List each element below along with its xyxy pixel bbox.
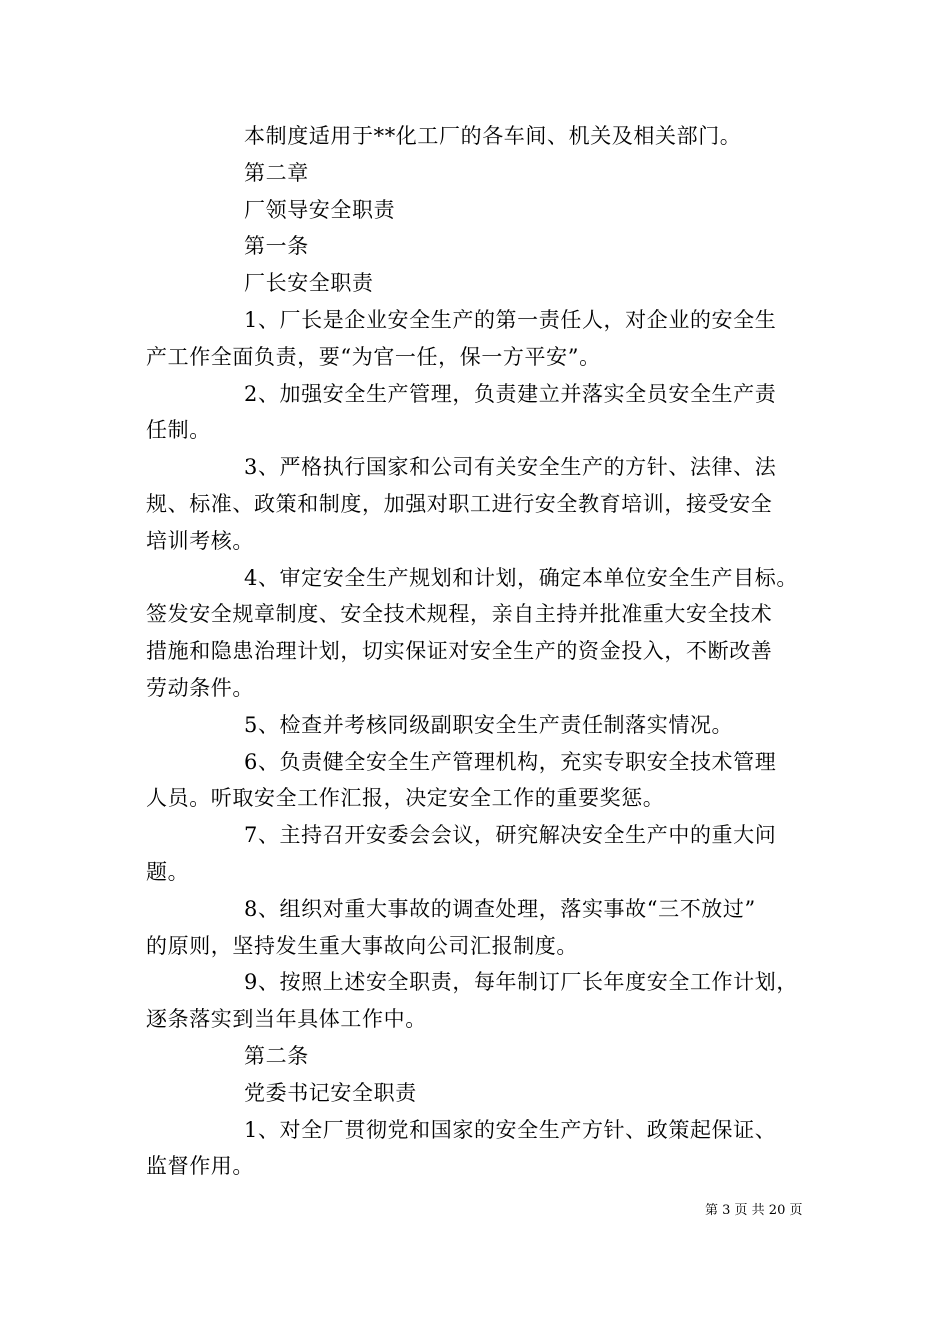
- text-line: 1、对全厂贯彻党和国家的安全生产方针、政策起保证、: [244, 1117, 777, 1142]
- text-line: 培训考核。: [146, 528, 254, 553]
- chapter-heading: 第二章: [244, 160, 309, 185]
- text-line: 8、组织对重大事故的调查处理，落实事故“三不放过”: [244, 896, 756, 921]
- article-title: 厂长安全职责: [244, 271, 374, 296]
- text-line: 题。: [146, 859, 190, 884]
- text-line: 1、厂长是企业安全生产的第一责任人，对企业的安全生: [244, 307, 777, 332]
- text-line: 5、检查并考核同级副职安全生产责任制落实情况。: [244, 712, 734, 737]
- text-line: 逐条落实到当年具体工作中。: [146, 1007, 427, 1032]
- text-line: 2、加强安全生产管理，负责建立并落实全员安全生产责: [244, 381, 777, 406]
- text-line: 本制度适用于**化工厂的各车间、机关及相关部门。: [244, 124, 742, 148]
- document-body: [146, 118, 806, 1185]
- text-line: 6、负责健全安全生产管理机构，充实专职安全技术管理: [244, 749, 777, 774]
- text-line: 规、标准、政策和制度，加强对职工进行安全教育培训，接受安全: [146, 491, 773, 516]
- text-line: 人员。听取安全工作汇报，决定安全工作的重要奖惩。: [146, 786, 665, 811]
- text-line: 4、审定安全生产规划和计划，确定本单位安全生产目标。: [244, 565, 798, 590]
- text-line: 3、严格执行国家和公司有关安全生产的方针、法律、法: [244, 455, 777, 480]
- chapter-title: 厂领导安全职责: [244, 197, 396, 222]
- text-line: 9、按照上述安全职责，每年制订厂长年度安全工作计划，: [244, 970, 798, 995]
- text-line: 措施和隐患治理计划，切实保证对安全生产的资金投入，不断改善: [146, 639, 773, 664]
- article-title: 党委书记安全职责: [244, 1080, 417, 1105]
- text-line: 任制。: [146, 418, 211, 443]
- text-line: 劳动条件。: [146, 675, 254, 700]
- text-line: 7、主持召开安委会会议，研究解决安全生产中的重大问: [244, 823, 777, 848]
- text-line: 签发安全规章制度、安全技术规程，亲自主持并批准重大安全技术: [146, 602, 773, 627]
- text-line: 监督作用。: [146, 1154, 254, 1179]
- article-heading: 第一条: [244, 234, 309, 259]
- page-number: 第 3 页 共 20 页: [705, 1203, 803, 1218]
- text-line: 的原则，坚持发生重大事故向公司汇报制度。: [146, 933, 578, 958]
- article-heading: 第二条: [244, 1043, 309, 1068]
- text-line: 产工作全面负责，要“为官一任，保一方平安”。: [146, 344, 601, 369]
